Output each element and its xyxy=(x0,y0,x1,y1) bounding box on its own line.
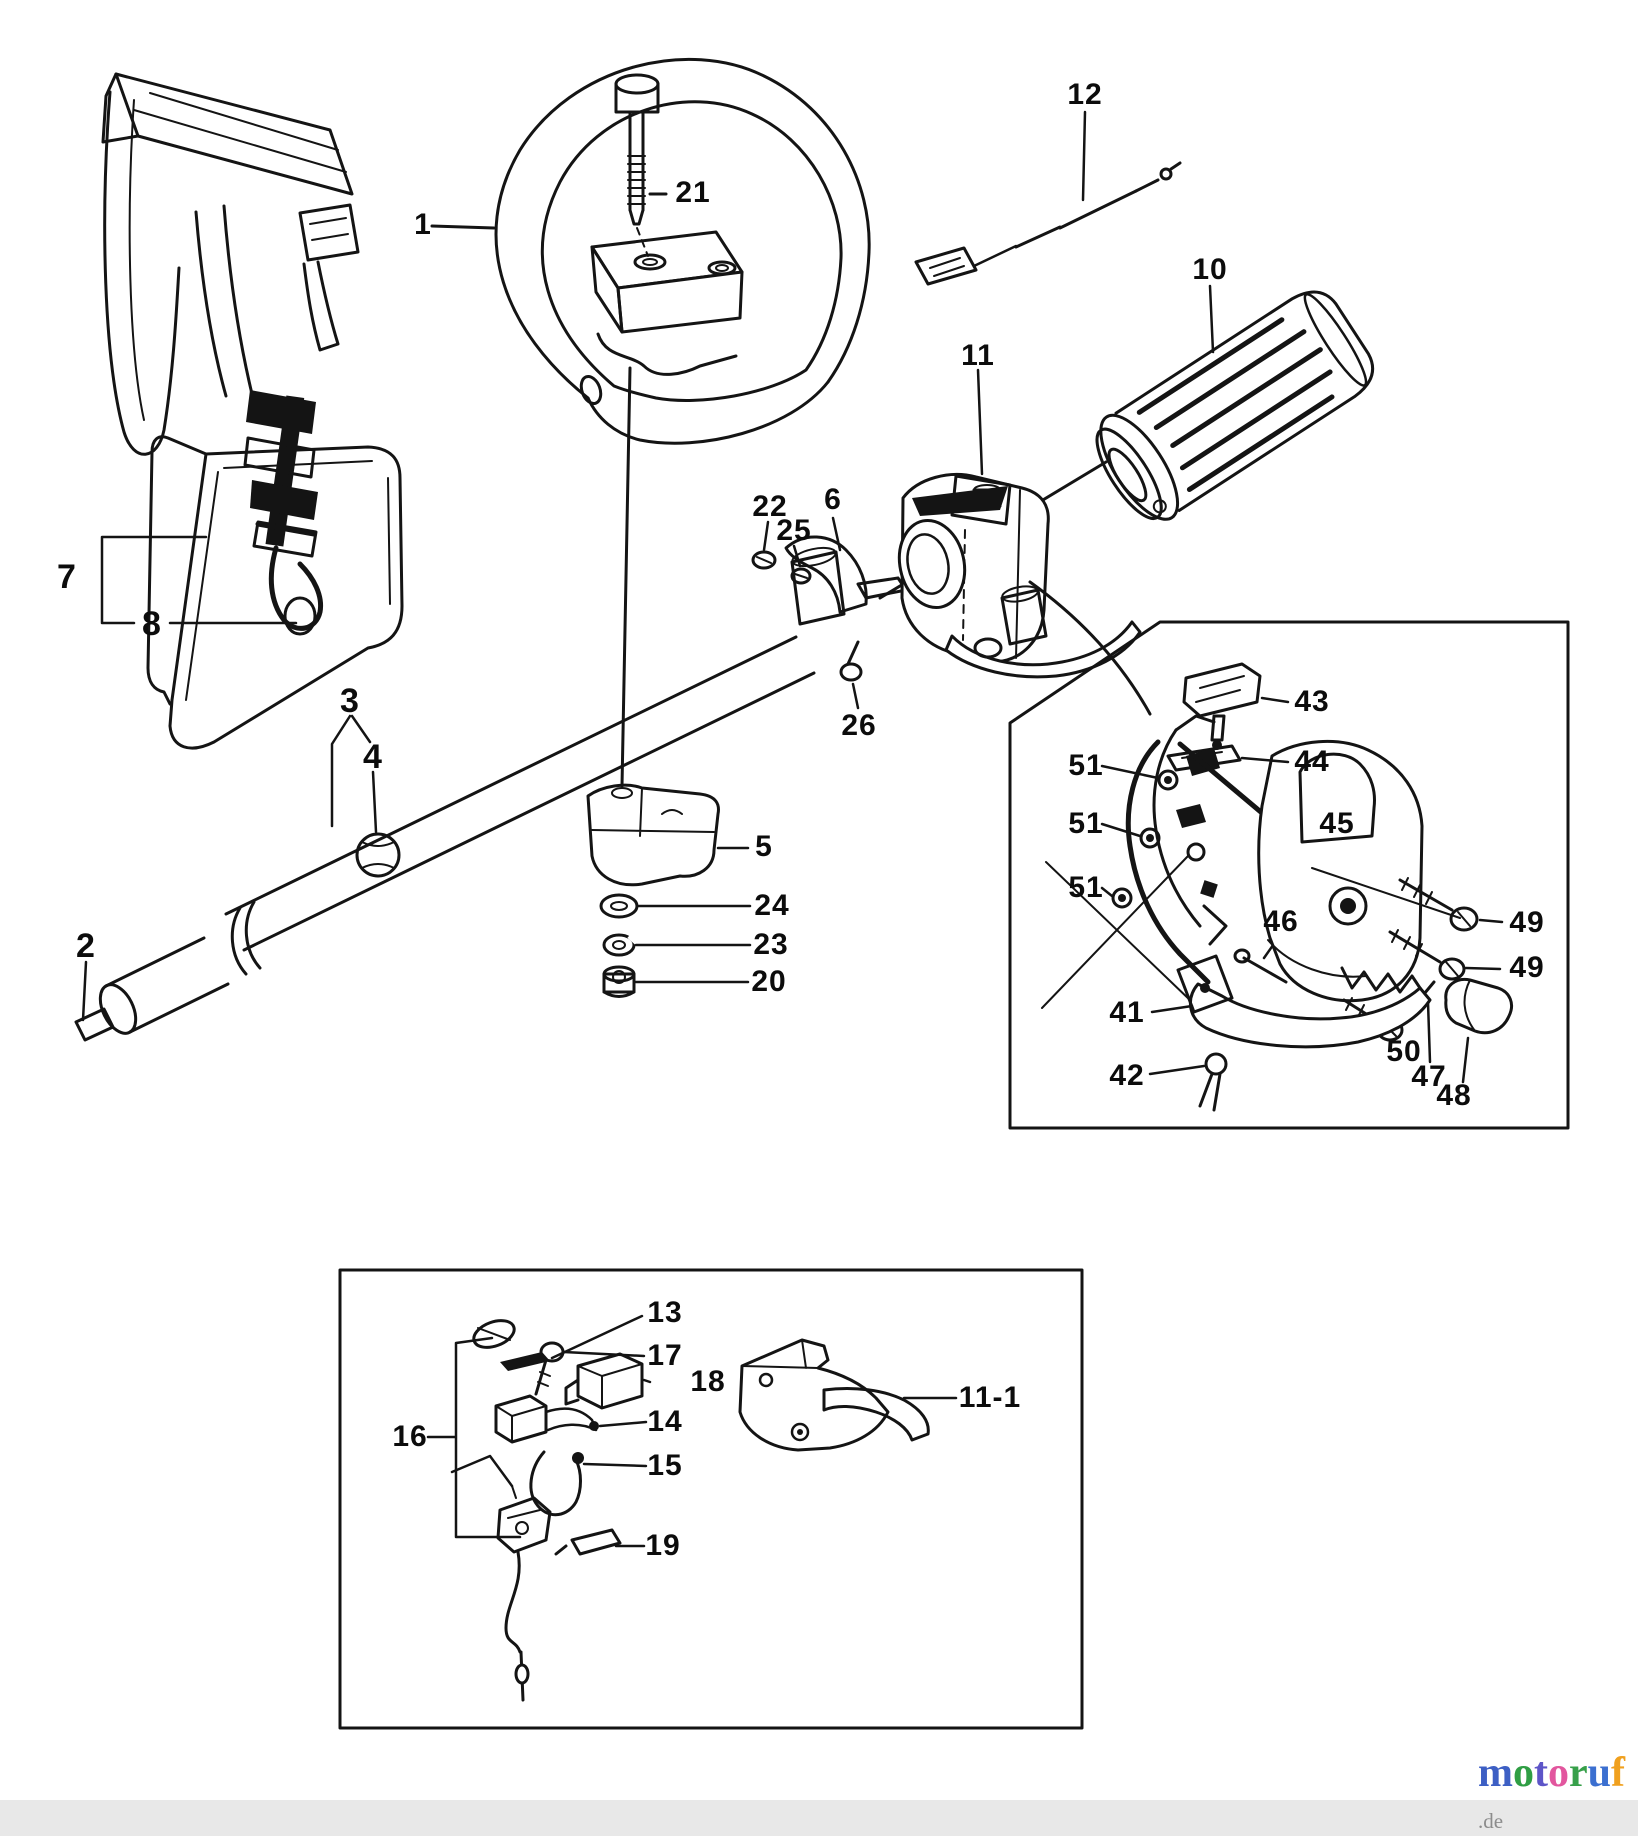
logo-suffix: .de xyxy=(1478,1809,1504,1833)
throttle-housing xyxy=(892,370,1150,714)
logo-letter: m xyxy=(1478,1750,1513,1796)
callout-21: 21 xyxy=(675,176,711,209)
logo-letter: f xyxy=(1611,1750,1626,1796)
callout-44: 44 xyxy=(1294,745,1330,778)
callout-42: 42 xyxy=(1109,1059,1145,1092)
logo-letter: o xyxy=(1548,1750,1569,1796)
callout-5: 5 xyxy=(755,830,773,863)
logo-letter: t xyxy=(1534,1750,1548,1796)
callout-48: 48 xyxy=(1436,1079,1472,1112)
callout-15: 15 xyxy=(647,1449,683,1482)
callout-43: 43 xyxy=(1294,685,1330,718)
callout-41: 41 xyxy=(1109,996,1145,1029)
logo-letter: o xyxy=(1513,1750,1534,1796)
callout-49b: 49 xyxy=(1509,951,1545,984)
callout-7: 7 xyxy=(57,558,77,596)
callout-6: 6 xyxy=(824,483,842,516)
shoulder-strap xyxy=(102,74,402,748)
callout-14: 14 xyxy=(647,1405,683,1438)
logo-letter: r xyxy=(1569,1750,1588,1796)
callout-8: 8 xyxy=(142,605,162,643)
callout-46: 46 xyxy=(1263,905,1299,938)
callout-49a: 49 xyxy=(1509,906,1545,939)
callout-1: 1 xyxy=(414,208,432,241)
callout-3: 3 xyxy=(340,682,360,720)
callout-11-1: 11-1 xyxy=(958,1381,1022,1414)
motoruf-logo xyxy=(1478,1752,1638,1836)
shaft-clamp xyxy=(588,785,750,996)
switch-detail-inset xyxy=(340,1270,1082,1728)
callout-4: 4 xyxy=(363,738,383,776)
callout-51a: 51 xyxy=(1068,749,1104,782)
callout-23: 23 xyxy=(753,928,789,961)
callout-19: 19 xyxy=(645,1529,681,1562)
logo-letter: u xyxy=(1587,1750,1612,1796)
callout-17: 17 xyxy=(647,1339,683,1372)
callout-22: 22 xyxy=(752,490,788,523)
callout-10: 10 xyxy=(1192,253,1228,286)
throttle-cable xyxy=(916,112,1180,284)
callout-2: 2 xyxy=(76,927,96,965)
callout-47: 47 xyxy=(1411,1060,1447,1093)
callout-25: 25 xyxy=(776,514,812,547)
callout-11: 11 xyxy=(961,339,995,372)
callout-20: 20 xyxy=(751,965,787,998)
callout-51b: 51 xyxy=(1068,807,1104,840)
callout-45: 45 xyxy=(1319,807,1355,840)
callout-18: 18 xyxy=(690,1365,726,1398)
callout-16: 16 xyxy=(392,1420,428,1453)
callout-26: 26 xyxy=(841,709,877,742)
callout-51c: 51 xyxy=(1068,871,1104,904)
callout-12: 12 xyxy=(1067,78,1103,111)
callout-50: 50 xyxy=(1386,1035,1422,1068)
callout-24: 24 xyxy=(754,889,790,922)
callout-13: 13 xyxy=(647,1296,683,1329)
